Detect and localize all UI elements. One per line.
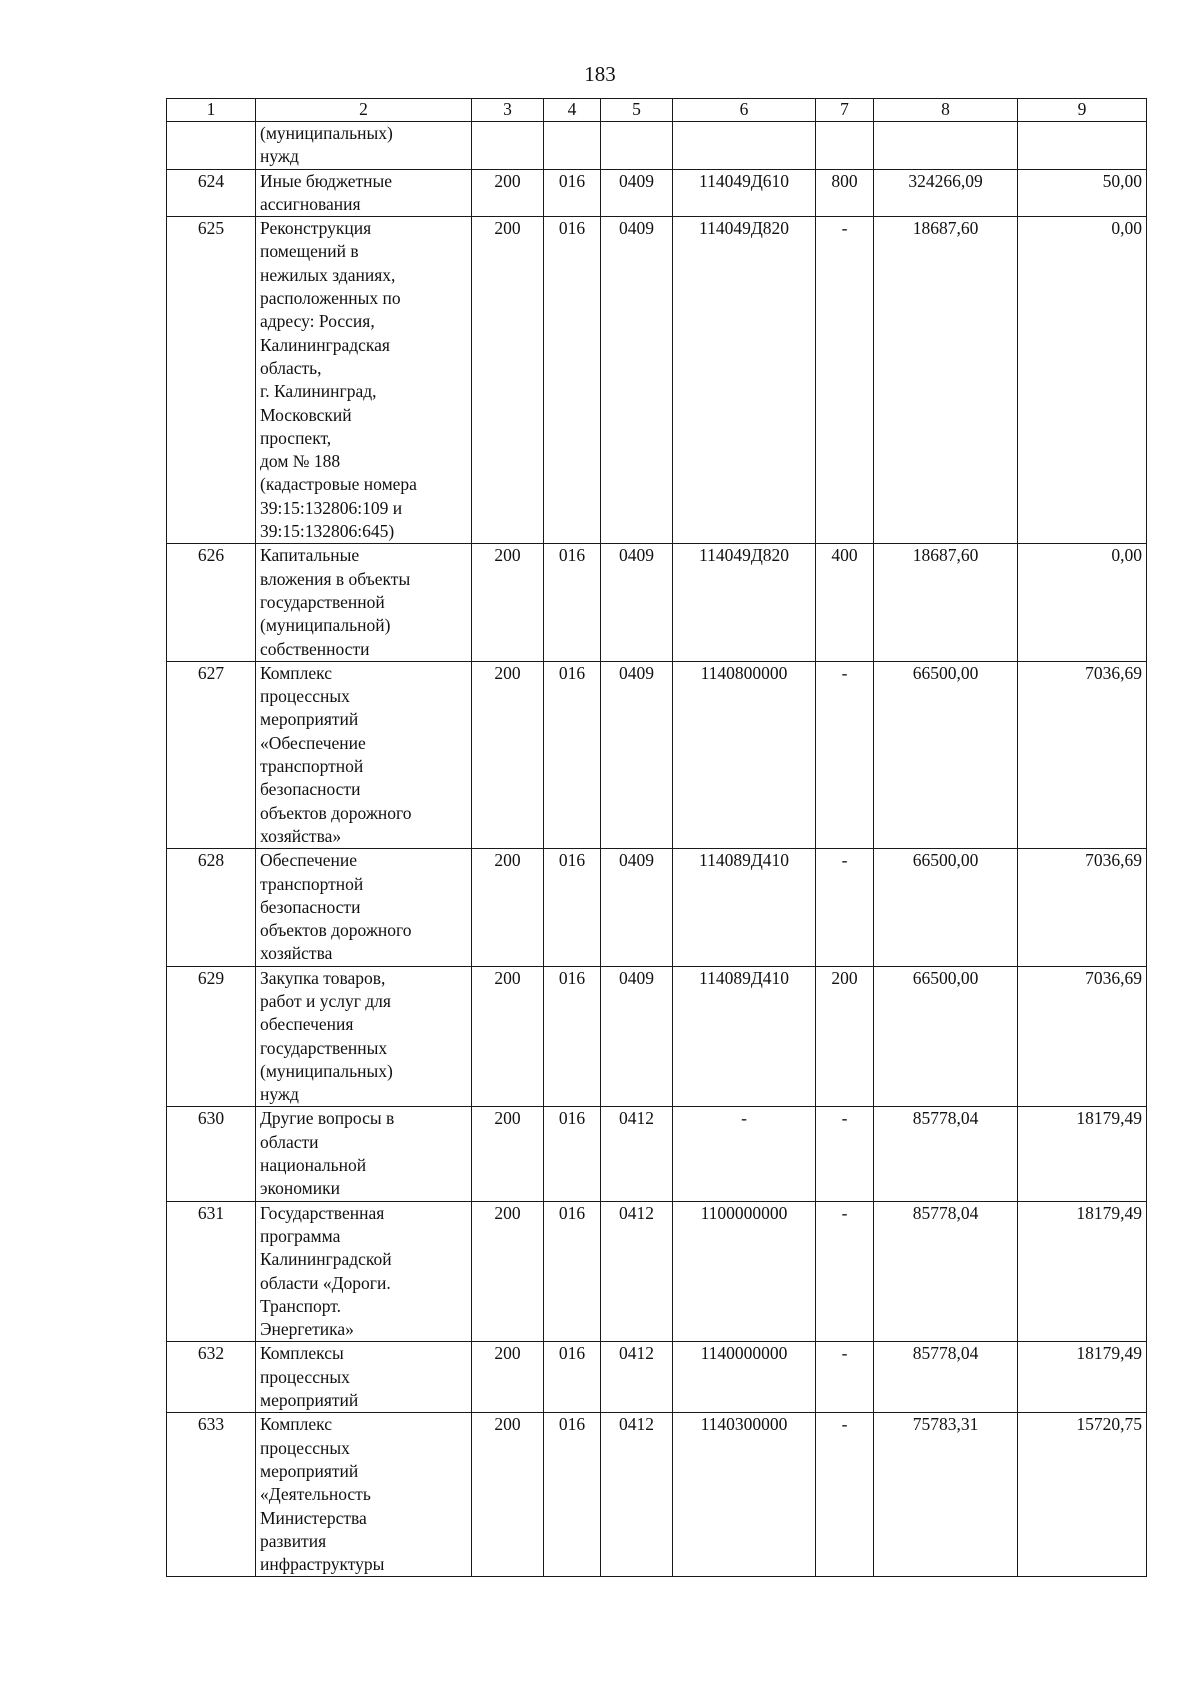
row-number: 633 [167,1413,256,1577]
column-header: 6 [673,99,816,122]
ministry-code-2: 016 [544,849,601,966]
target-article-code: - [673,1107,816,1201]
table-row [167,544,1147,661]
table-body [167,99,1147,1577]
amount-col9: 7036,69 [1018,966,1147,1107]
expense-type-code: - [816,1107,874,1201]
table-row [167,849,1147,966]
target-article-code: 1140300000 [673,1413,816,1577]
expense-type-code: - [816,849,874,966]
target-article-code [673,122,816,170]
amount-col9: 7036,69 [1018,849,1147,966]
item-name: Комплекс процессных мероприятий «Обеспечение транспортной безопасности объектов дорожного хозяйства» [256,661,472,848]
column-header: 2 [256,99,472,122]
column-header: 3 [472,99,544,122]
item-name: Обеспечение транспортной безопасности объектов дорожного хозяйства [256,849,472,966]
column-header: 4 [544,99,601,122]
ministry-code: 200 [472,966,544,1107]
table-row [167,1201,1147,1342]
amount-col8: 75783,31 [874,1413,1018,1577]
ministry-code: 200 [472,217,544,544]
row-number [167,122,256,170]
row-number: 626 [167,544,256,661]
ministry-code: 200 [472,169,544,217]
item-name: Комплексы процессных мероприятий [256,1342,472,1413]
target-article-code: 1140000000 [673,1342,816,1413]
section-code: 0409 [601,849,673,966]
target-article-code: 114049Д820 [673,544,816,661]
ministry-code: 200 [472,1201,544,1342]
expense-type-code: 200 [816,966,874,1107]
amount-col9: 0,00 [1018,217,1147,544]
amount-col8: 85778,04 [874,1107,1018,1201]
item-name: Капитальные вложения в объекты государственной (муниципальной) собственности [256,544,472,661]
section-code: 0409 [601,169,673,217]
ministry-code-2: 016 [544,966,601,1107]
table-row [167,966,1147,1107]
amount-col8: 18687,60 [874,217,1018,544]
row-number: 628 [167,849,256,966]
amount-col9: 18179,49 [1018,1201,1147,1342]
amount-col8: 85778,04 [874,1201,1018,1342]
table-row [167,169,1147,217]
row-number: 632 [167,1342,256,1413]
expense-type-code: 800 [816,169,874,217]
amount-col8: 85778,04 [874,1342,1018,1413]
amount-col8: 66500,00 [874,849,1018,966]
page-number: 183 [584,62,616,86]
expense-type-code: 400 [816,544,874,661]
ministry-code-2: 016 [544,217,601,544]
section-code: 0412 [601,1201,673,1342]
row-number: 625 [167,217,256,544]
target-article-code: 114089Д410 [673,849,816,966]
section-code: 0412 [601,1107,673,1201]
ministry-code-2: 016 [544,544,601,661]
section-code: 0409 [601,661,673,848]
amount-col9 [1018,122,1147,170]
section-code: 0409 [601,966,673,1107]
amount-col9: 0,00 [1018,544,1147,661]
row-number: 630 [167,1107,256,1201]
budget-table [166,98,1147,1577]
table-row [167,122,1147,170]
item-name: Другие вопросы в области национальной экономики [256,1107,472,1201]
table-row [167,1107,1147,1201]
item-name: Комплекс процессных мероприятий «Деятельность Министерства развития инфраструктуры [256,1413,472,1577]
ministry-code: 200 [472,661,544,848]
column-header: 1 [167,99,256,122]
amount-col9: 7036,69 [1018,661,1147,848]
ministry-code: 200 [472,544,544,661]
row-number: 624 [167,169,256,217]
target-article-code: 1140800000 [673,661,816,848]
ministry-code-2: 016 [544,1201,601,1342]
ministry-code-2 [544,122,601,170]
expense-type-code [816,122,874,170]
item-name: Иные бюджетные ассигнования [256,169,472,217]
target-article-code: 114089Д410 [673,966,816,1107]
column-header: 7 [816,99,874,122]
item-name: Государственная программа Калининградской области «Дороги. Транспорт. Энергетика» [256,1201,472,1342]
section-code: 0409 [601,544,673,661]
table-row [167,217,1147,544]
ministry-code: 200 [472,849,544,966]
row-number: 629 [167,966,256,1107]
ministry-code: 200 [472,1107,544,1201]
amount-col8 [874,122,1018,170]
column-number-row [167,99,1147,122]
amount-col9: 18179,49 [1018,1107,1147,1201]
section-code [601,122,673,170]
amount-col9: 18179,49 [1018,1342,1147,1413]
table-row [167,1413,1147,1577]
ministry-code-2: 016 [544,169,601,217]
item-name: Закупка товаров, работ и услуг для обеспечения государственных (муниципальных) нужд [256,966,472,1107]
ministry-code: 200 [472,1342,544,1413]
table-row [167,1342,1147,1413]
section-code: 0412 [601,1342,673,1413]
target-article-code: 114049Д820 [673,217,816,544]
amount-col8: 18687,60 [874,544,1018,661]
amount-col8: 66500,00 [874,661,1018,848]
expense-type-code: - [816,661,874,848]
amount-col9: 50,00 [1018,169,1147,217]
ministry-code-2: 016 [544,1413,601,1577]
ministry-code: 200 [472,1413,544,1577]
amount-col8: 324266,09 [874,169,1018,217]
item-name: Реконструкция помещений в нежилых зданиях, расположенных по адресу: Россия, Калининградская область, г. Калининград, Московский проспект, дом № 188 (кадастровые номера 39:15:132806:109 и 39:15:132806:645) [256,217,472,544]
column-header: 9 [1018,99,1147,122]
item-name: (муниципальных) нужд [256,122,472,170]
amount-col9: 15720,75 [1018,1413,1147,1577]
section-code: 0412 [601,1413,673,1577]
row-number: 627 [167,661,256,848]
row-number: 631 [167,1201,256,1342]
expense-type-code: - [816,1342,874,1413]
ministry-code-2: 016 [544,1342,601,1413]
section-code: 0409 [601,217,673,544]
ministry-code-2: 016 [544,661,601,848]
ministry-code [472,122,544,170]
target-article-code: 1100000000 [673,1201,816,1342]
column-header: 8 [874,99,1018,122]
amount-col8: 66500,00 [874,966,1018,1107]
expense-type-code: - [816,1201,874,1342]
target-article-code: 114049Д610 [673,169,816,217]
table-row [167,661,1147,848]
column-header: 5 [601,99,673,122]
ministry-code-2: 016 [544,1107,601,1201]
expense-type-code: - [816,217,874,544]
expense-type-code: - [816,1413,874,1577]
